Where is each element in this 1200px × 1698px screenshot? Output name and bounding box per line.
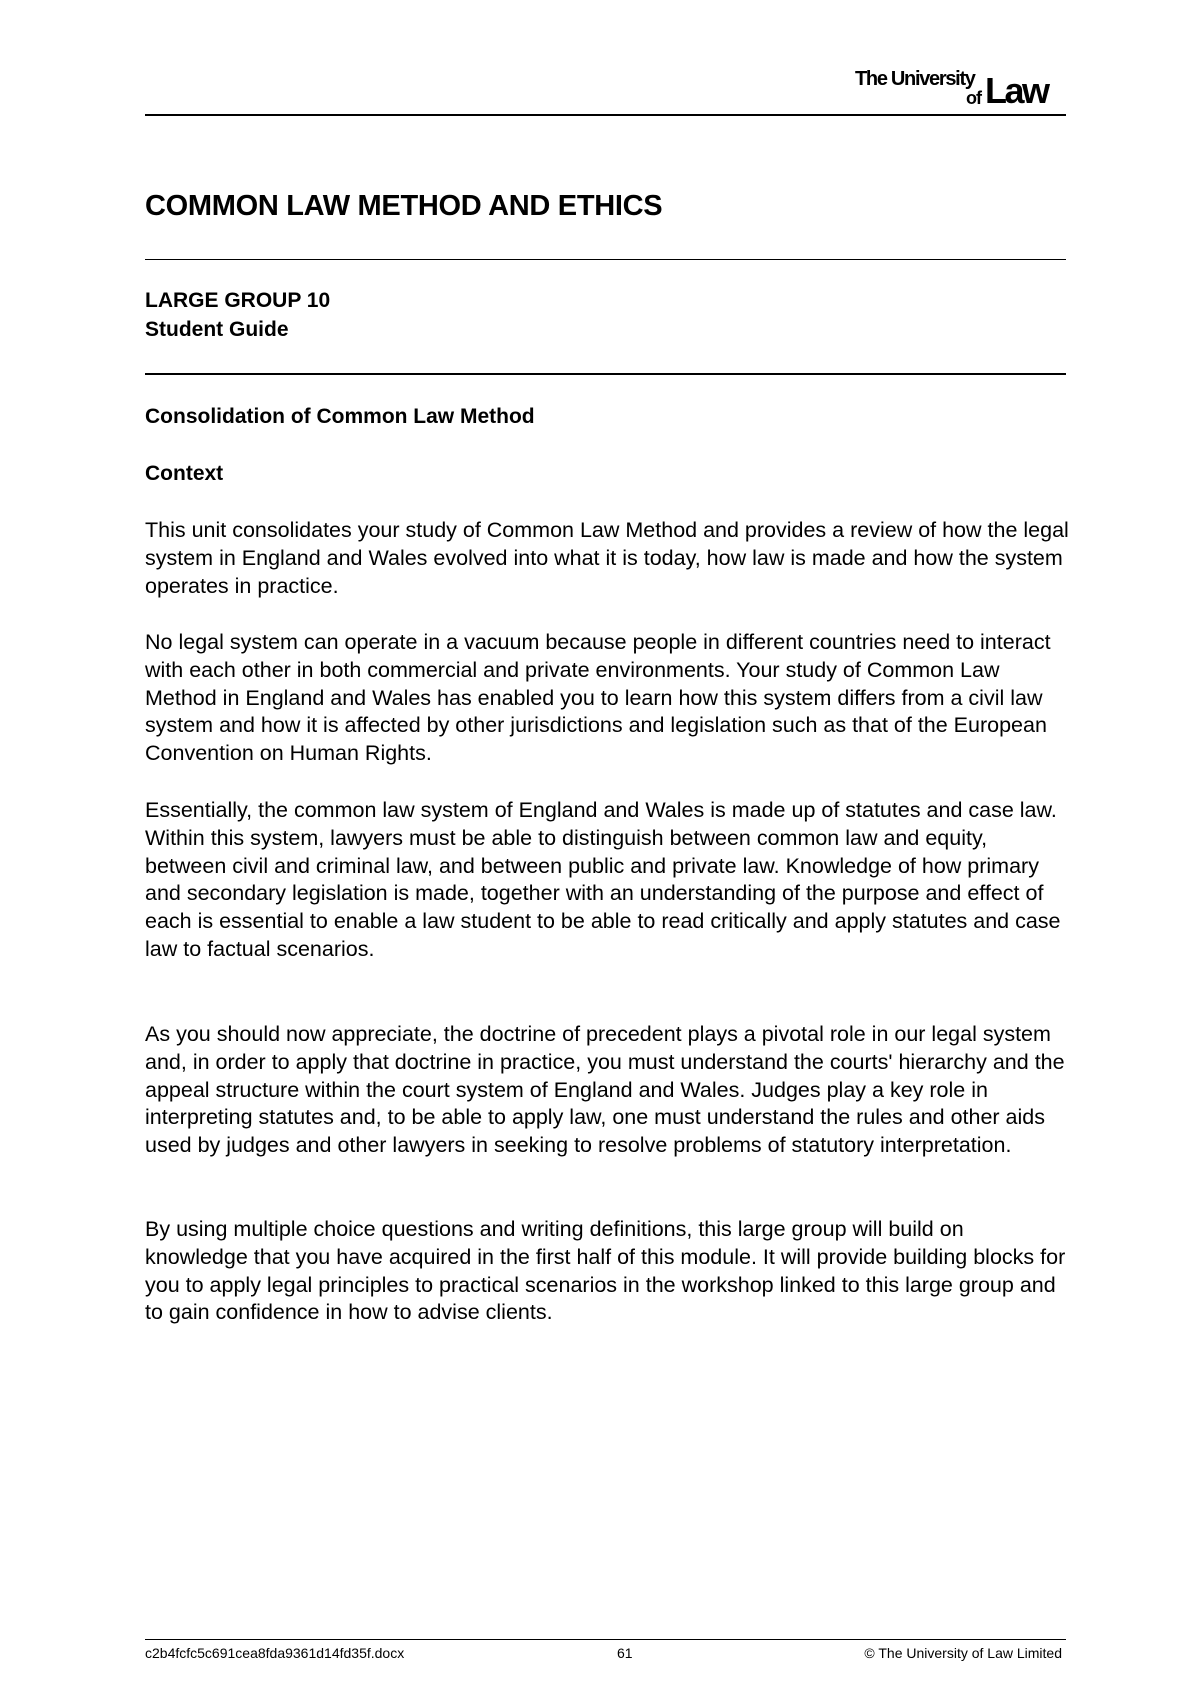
- subtitle-divider: [145, 373, 1066, 375]
- body-paragraph: No legal system can operate in a vacuum because people in different countries need to interact with each other in both commercial and private environments. Your study of Common Law Method in England and Wales has enabled you to learn how this system differs from a civil law system and how it is affected by other jurisdictions and legislation such as that of the European Convention on Human Rights.: [145, 630, 1051, 766]
- body-paragraph: As you should now appreciate, the doctrine of precedent plays a pivotal role in our legal system and, in order to apply that doctrine in practice, you must understand the courts' hierarchy and the appeal structure within the court system of England and Wales. Judges play a key role in interpreting statutes and, to be able to apply law, one must understand the rules and other aids used by judges and other lawyers in seeking to resolve problems of statutory interpretation.: [145, 1022, 1065, 1158]
- logo-text-the-university: The University: [855, 68, 975, 90]
- student-guide-label: Student Guide: [145, 318, 289, 341]
- section-heading: Consolidation of Common Law Method: [145, 405, 535, 428]
- header-divider: [145, 114, 1066, 116]
- document-title: COMMON LAW METHOD AND ETHICS: [145, 190, 663, 222]
- body-paragraph: By using multiple choice questions and writing definitions, this large group will build on knowledge that you have acquired in the first half of this module. It will provide building blocks for you to apply legal principles to practical scenarios in the workshop linked to this large group and to gain confidence in how to advise clients.: [145, 1217, 1066, 1325]
- footer-filename: c2b4fcfc5c691cea8fda9361d14fd35f.docx: [145, 1645, 405, 1661]
- context-heading: Context: [145, 462, 224, 485]
- logo-text-of: of: [966, 88, 981, 108]
- university-of-law-logo: [855, 64, 1065, 111]
- footer-page-number: 61: [617, 1645, 633, 1661]
- large-group-label: LARGE GROUP 10: [145, 289, 331, 312]
- footer-divider: [145, 1639, 1066, 1640]
- logo-text-law: Law: [985, 70, 1048, 111]
- body-paragraph: Essentially, the common law system of England and Wales is made up of statutes and case law. Within this system, lawyers must be able to distinguish between common law and equity, between civil and criminal law, and between public and private law. Knowledge of how primary and secondary legislation is made, together with an understanding of the purpose and effect of each is essential to enable a law student to be able to read critically and apply statutes and case law to factual scenarios.: [145, 798, 1061, 961]
- title-divider: [145, 259, 1066, 260]
- footer-copyright: © The University of Law Limited: [864, 1645, 1062, 1661]
- body-paragraph: This unit consolidates your study of Common Law Method and provides a review of how the legal system in England and Wales evolved into what it is today, how law is made and how the system operates in practice.: [145, 518, 1069, 598]
